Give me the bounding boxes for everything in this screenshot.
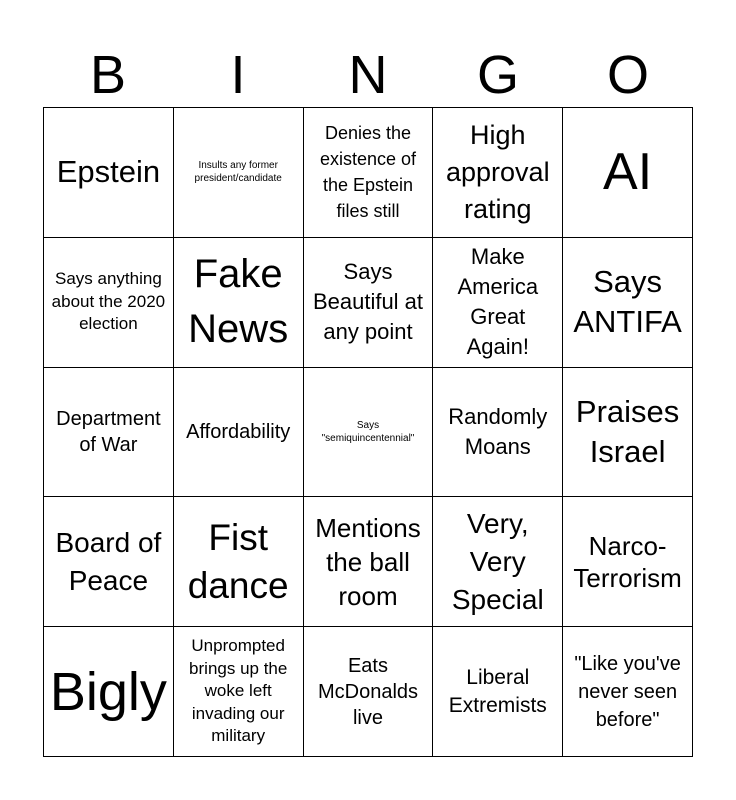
bingo-cell[interactable] <box>174 627 304 757</box>
cell-text: Says "semiquincentennial" <box>321 419 415 444</box>
bingo-cell[interactable] <box>433 108 563 238</box>
cell-text: Board of Peace <box>55 526 162 596</box>
bingo-cell[interactable] <box>304 627 434 757</box>
cell-text: Randomly Moans <box>448 403 548 459</box>
bingo-cell[interactable] <box>44 627 174 757</box>
cell-text: Insults any former president/candidate <box>194 160 282 185</box>
cell-text: Fake News <box>188 252 289 352</box>
bingo-cell[interactable] <box>174 108 304 238</box>
cell-text: Fist dance <box>187 516 289 606</box>
header-letter-b: B <box>89 45 127 105</box>
bingo-cell[interactable] <box>174 497 304 627</box>
header-letter-n: N <box>348 45 388 105</box>
cell-text: Affordability <box>186 420 291 443</box>
bingo-cell[interactable] <box>44 108 174 238</box>
bingo-cell[interactable] <box>433 238 563 368</box>
bingo-cell[interactable] <box>304 108 434 238</box>
cell-text: Mentions the ball room <box>315 512 421 611</box>
cell-text: Make America Great Again! <box>457 244 539 360</box>
header-letter-g: G <box>476 45 519 105</box>
cell-text: Bigly <box>49 661 167 722</box>
cell-text: Epstein <box>56 154 161 190</box>
cell-text: Eats McDonalds live <box>317 654 419 729</box>
cell-text: Says Beautiful at any point <box>312 259 424 345</box>
header-letter-o: O <box>606 45 649 105</box>
cell-text: Says ANTIFA <box>573 264 682 340</box>
cell-text: Liberal Extremists <box>448 665 547 717</box>
cell-text: "Like you've never seen before" <box>574 652 681 731</box>
bingo-cell[interactable] <box>304 368 434 498</box>
bingo-cell[interactable] <box>563 108 693 238</box>
bingo-cell[interactable] <box>433 497 563 627</box>
cell-text: Unprompted brings up the woke left invading our military <box>189 636 288 746</box>
bingo-cell[interactable] <box>44 368 174 498</box>
bingo-cell[interactable] <box>433 627 563 757</box>
bingo-cell[interactable] <box>44 238 174 368</box>
cell-text: Praises Israel <box>575 393 680 469</box>
bingo-cell[interactable] <box>304 238 434 368</box>
bingo-cell[interactable] <box>563 627 693 757</box>
bingo-cell[interactable] <box>563 497 693 627</box>
bingo-cell[interactable] <box>174 238 304 368</box>
cell-text: AI <box>603 143 653 202</box>
bingo-cell[interactable] <box>563 238 693 368</box>
cell-text: Denies the existence of the Epstein files still <box>319 123 417 222</box>
bingo-cell[interactable] <box>433 368 563 498</box>
header-letter-i: I <box>230 45 246 105</box>
bingo-header <box>43 42 693 108</box>
bingo-board <box>43 107 693 757</box>
cell-text: Narco-Terrorism <box>573 530 682 593</box>
bingo-cell[interactable] <box>44 497 174 627</box>
cell-text: Says anything about the 2020 election <box>51 269 166 334</box>
bingo-cell[interactable] <box>563 368 693 498</box>
bingo-cell[interactable] <box>304 497 434 627</box>
cell-text: Department of War <box>56 407 161 456</box>
cell-text: Very, Very Special <box>451 507 544 615</box>
cell-text: High approval rating <box>446 119 550 224</box>
bingo-cell[interactable] <box>174 368 304 498</box>
